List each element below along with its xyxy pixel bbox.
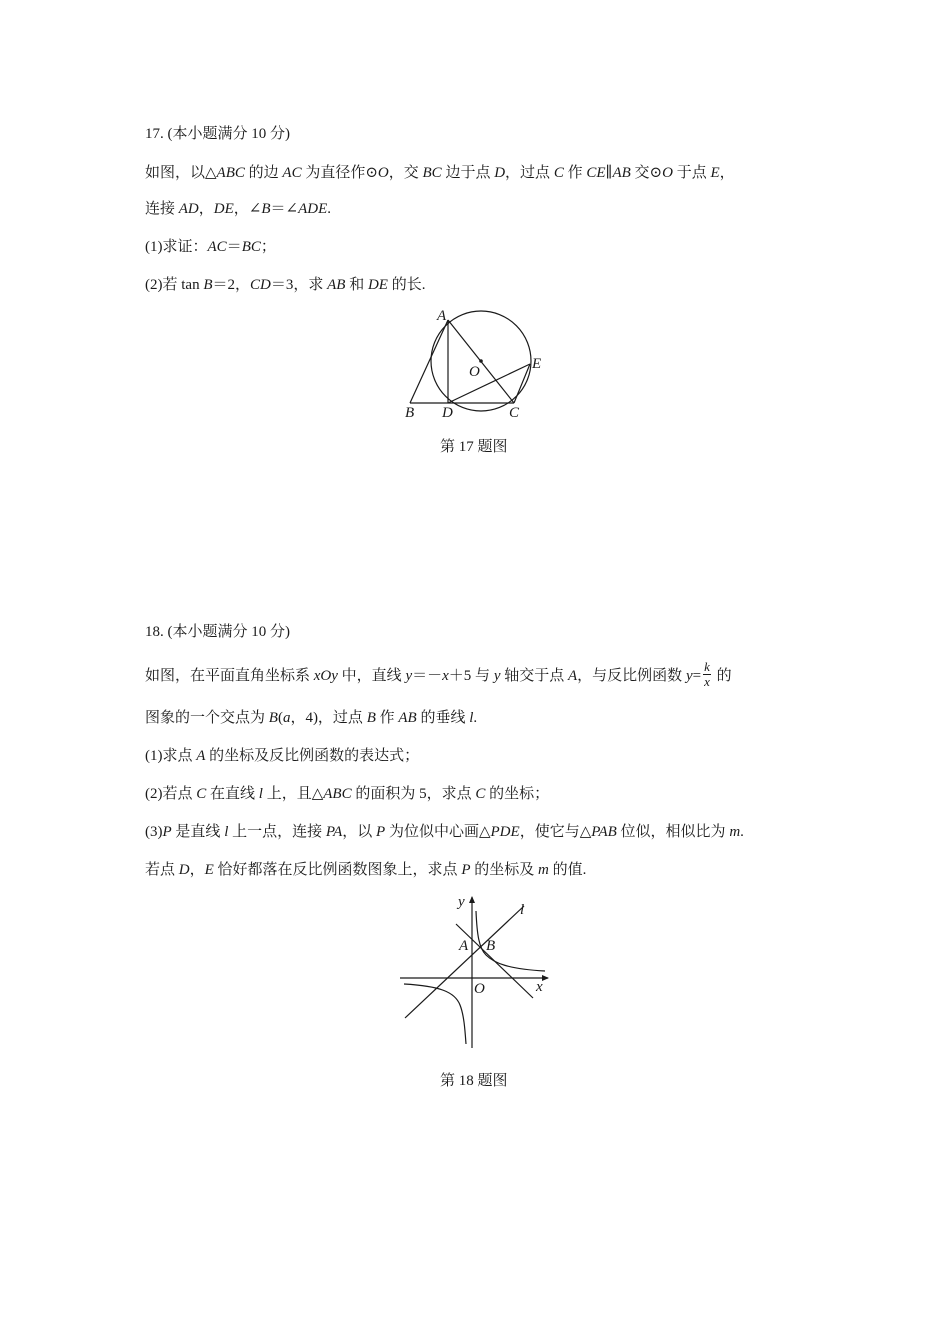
line-l <box>405 906 524 1018</box>
q18-part2: (2)若点 C 在直线 l 上，且△ABC 的面积为 5，求点 C 的坐标； <box>145 786 550 802</box>
q17-part1: (1)求证：AC＝BC； <box>145 239 276 255</box>
segment-de <box>448 364 530 403</box>
label-l: l <box>520 902 525 918</box>
q17-stem-line2: 连接 AD，DE，∠B＝∠ADE. <box>145 201 332 217</box>
q17-stem-line1: 如图，以△ABC 的边 AC 为直径作⊙O，交 BC 边于点 D，过点 C 作 CE∥AB 交⊙O 于点 E， <box>145 165 735 181</box>
q18-header: 18. (本小题满分 10 分) <box>145 624 290 640</box>
label-y: y <box>458 894 465 910</box>
q18-stem-line1: 如图，在平面直角坐标系 xOy 中，直线 y＝－x＋5 与 y 轴交于点 A，与反比例函数 y= $\frac{k}{x}$ 的 <box>145 659 732 689</box>
q18-figure-caption: 第 18 题图 <box>440 1073 508 1089</box>
label-x: x <box>536 979 543 995</box>
segment-ab <box>410 320 448 403</box>
label-a: A <box>459 938 469 954</box>
center-dot <box>479 359 483 363</box>
q18-part3-line1: (3)P 是直线 l 上一点，连接 PA，以 P 为位似中心画△PDE，使它与△PAB 位似，相似比为 m. <box>145 824 744 840</box>
q17-figure <box>395 300 565 425</box>
q18-figure <box>395 890 555 1055</box>
label-a: A <box>437 308 447 324</box>
q17-header: 17. (本小题满分 10 分) <box>145 126 290 142</box>
label-d: D <box>442 405 453 421</box>
fraction-k-over-x: $\frac{k}{x}$ <box>704 659 710 689</box>
q18-stem-line2: 图象的一个交点为 B(a，4)，过点 B 作 AB 的垂线 l. <box>145 710 478 726</box>
label-c: C <box>509 405 520 421</box>
q18-part3-line2: 若点 D，E 恰好都落在反比例函数图象上，求点 P 的坐标及 m 的值. <box>145 862 587 878</box>
label-e: E <box>532 356 542 372</box>
q17-figure-caption: 第 17 题图 <box>440 439 508 455</box>
label-o: O <box>474 981 485 997</box>
label-o: O <box>469 364 480 380</box>
label-b: B <box>486 938 496 954</box>
q17-part2: (2)若 tan B＝2，CD＝3，求 AB 和 DE 的长. <box>145 277 426 293</box>
label-b: B <box>405 405 415 421</box>
hyperbola-branch-2 <box>404 984 466 1044</box>
q18-part1: (1)求点 A 的坐标及反比例函数的表达式； <box>145 748 420 764</box>
